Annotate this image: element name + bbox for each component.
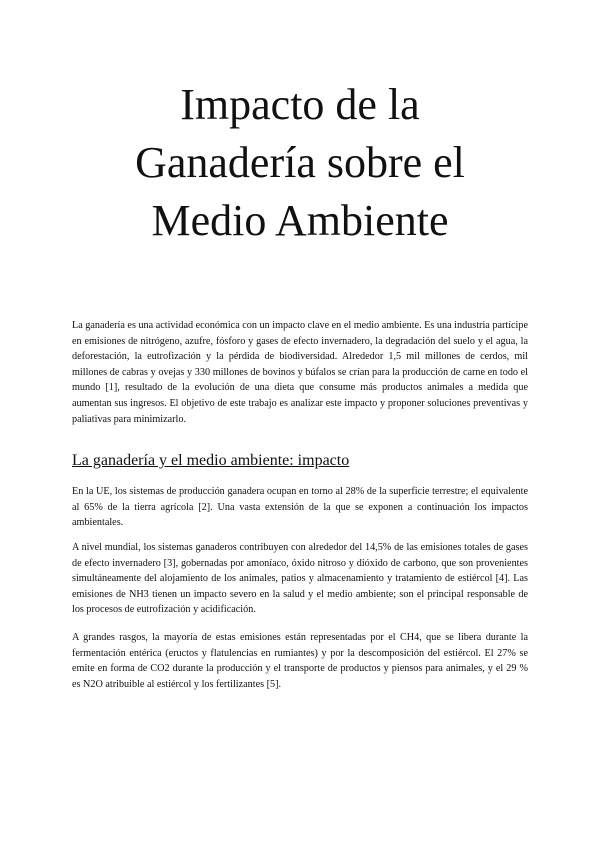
body-paragraph-3: A grandes rasgos, la mayoría de estas emisiones están representadas por el CH4, que se libera durante la fermentación entérica (eructos y flatulencias en rumiantes) y por la descomposición del estiércol. El 27% se emite en forma de CO2 durante la producción y el transporte de productos y piensos para animales, y el 29 % es N2O atribuible al estiércol y los fertilizantes [5]. xyxy=(72,632,528,690)
body-paragraph-1: En la UE, los sistemas de producción ganadera ocupan en torno al 28% de la superficie terrestre; el equivalente al 65% de la tierra agrícola [2]. Una vasta extensión de la que se exponen a continuación los impactos ambientales. xyxy=(72,486,528,529)
intro-paragraph: La ganadería es una actividad económica con un impacto clave en el medio ambiente. Es una industria partícipe en emisiones de nitrógeno, azufre, fósforo y gases de efecto invernadero, la degradación del suelo y el agua, la deforestación, la eutrofización y la pérdida de biodiversidad. Alrededor 1,5 mil millones de cerdos, mil millones de cabras y ovejas y 330 millones de bovinos y búfalos se crían para la producción de carne en todo el mundo [1], resultado de la evolución de una dieta que consume más productos animales a medida que aumentan sus ingresos. El objetivo de este trabajo es analizar este impacto y proponer soluciones preventivas y paliativas para minimizarlo. xyxy=(72,320,528,425)
section-heading: La ganadería y el medio ambiente: impacto xyxy=(72,452,350,469)
title-line-1: Impacto de la xyxy=(180,80,420,129)
title-line-3: Medio Ambiente xyxy=(151,196,449,245)
title-line-2: Ganadería sobre el xyxy=(135,138,465,187)
body-paragraph-2: A nivel mundial, los sistemas ganaderos contribuyen con alrededor del 14,5% de las emisiones totales de gases de efecto invernadero [3], gobernadas por amoníaco, óxido nitroso y dióxido de carbono, que son provenientes simultáneamente del alojamiento de los animales, patios y almacenamiento y tratamiento de estiércol [4]. Las emisiones de NH3 tienen un impacto severo en la salud y el medio ambiente; son el principal responsable de los procesos de eutrofización y acidificación. xyxy=(72,542,528,616)
document-title xyxy=(60,76,540,250)
